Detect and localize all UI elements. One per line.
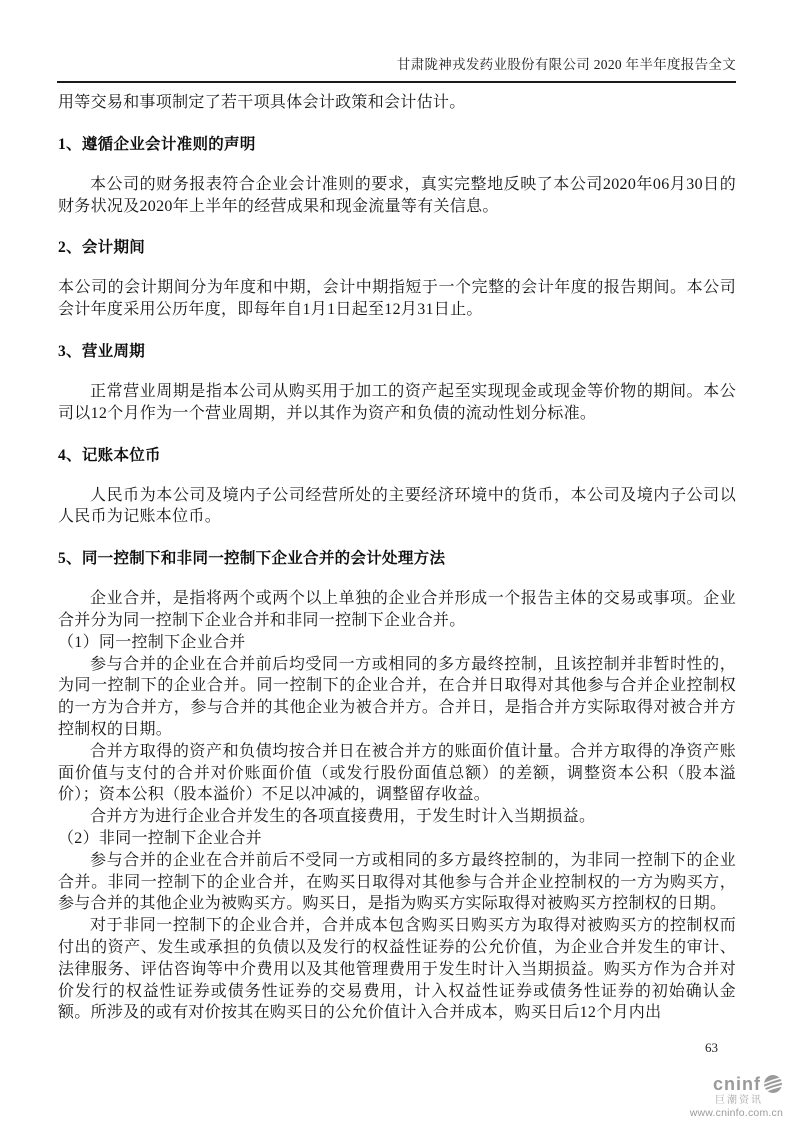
paragraph-business-combination-intro: 企业合并，是指将两个或两个以上单独的企业合并形成一个报告主体的交易或事项。企业合并分为同一控制下企业合并和非同一控制下企业合并。 — [58, 590, 736, 629]
cninfo-brand-text: cninf — [713, 1074, 761, 1094]
section-heading-3: 3、营业周期 — [58, 342, 146, 360]
cninfo-logo-row — [673, 1074, 783, 1094]
subitem-non-same-control: （2）非同一控制下企业合并 — [58, 829, 262, 847]
section-heading-2: 2、会计期间 — [58, 239, 146, 257]
paragraph-same-control-definition: 参与合并的企业在合并前后均受同一方或相同的多方最终控制，且该控制并非暂时性的，为同一控制下的企业合并。同一控制下的企业合并，在合并日取得对其他参与合并企业控制权的一方为合并方，参与合并的其他企业为被合并方。合并日，是指合并方实际取得对被合并方控制权的日期。 — [58, 655, 736, 738]
paragraph-non-same-control-definition: 参与合并的企业在合并前后不受同一方或相同的多方最终控制的，为非同一控制下的企业合并。非同一控制下的企业合并，在购买日取得对其他参与合并企业控制权的一方为购买方，参与合并的其他企业为被购买方。购买日，是指为购买方实际取得对被购买方控制权的日期。 — [58, 851, 736, 913]
paragraph-same-control-measurement: 合并方取得的资产和负债均按合并日在被合并方的账面价值计量。合并方取得的净资产账面价值与支付的合并对价账面价值（或发行股份面值总额）的差额，调整资本公积（股本溢价）；资本公积（股本溢价）不足以冲减的，调整留存收益。 — [58, 742, 736, 804]
paragraph-operating-cycle: 正常营业周期是指本公司从购买用于加工的资产起至实现现金或现金等价物的期间。本公司以12个月作为一个营业周期，并以其作为资产和负债的流动性划分标准。 — [58, 382, 736, 422]
section-heading-1: 1、遵循企业会计准则的声明 — [58, 135, 256, 153]
cninfo-chinese-name: 巨潮资讯 — [715, 1095, 763, 1106]
document-body — [58, 92, 736, 1024]
paragraph-same-control-expenses: 合并方为进行企业合并发生的各项直接费用，于发生时计入当期损益。 — [90, 808, 596, 826]
page-number: 63 — [705, 1040, 718, 1055]
paragraph-functional-currency: 人民币为本公司及境内子公司经营所处的主要经济环境中的货币，本公司及境内子公司以人民币为记账本位币。 — [58, 486, 736, 526]
page-header — [57, 56, 736, 83]
paragraph-non-same-control-cost: 对于非同一控制下的企业合并，合并成本包含购买日购买方为取得对被购买方的控制权而付出的资产、发生或承担的负债以及发行的权益性证券的公允价值，为企业合并发生的审计、法律服务、评估咨询等中介费用以及其他管理费用于发生时计入当期损益。购买方作为合并对价发行的权益性证券或债务性证券的交易费用，计入权益性证券或债务性证券的初始确认金额。所涉及的或有对价按其在购买日的公允价值计入合并成本，购买日后12个月内出 — [58, 917, 736, 1022]
section-heading-4: 4、记账本位币 — [58, 446, 161, 464]
cninfo-logo — [673, 1074, 783, 1119]
cninfo-swirl-icon — [763, 1074, 783, 1094]
subitem-same-control: （1）同一控制下企业合并 — [58, 633, 246, 651]
cninfo-url: www.cninfo.com.cn — [689, 1107, 783, 1119]
section-heading-5: 5、同一控制下和非同一控制下企业合并的会计处理方法 — [58, 550, 446, 568]
paragraph-accounting-period: 本公司的会计期间分为年度和中期，会计中期指短于一个完整的会计年度的报告期间。本公司会计年度采用公历年度，即每年自1月1日起至12月31日止。 — [58, 279, 736, 319]
paragraph-accounting-standards: 本公司的财务报表符合企业会计准则的要求，真实完整地反映了本公司2020年06月30日的财务状况及2020年上半年的经营成果和现金流量等有关信息。 — [58, 175, 736, 215]
report-header-title: 甘肃陇神戎发药业股份有限公司 2020 年半年度报告全文 — [396, 57, 736, 72]
paragraph-carryover: 用等交易和事项制定了若干项具体会计政策和会计估计。 — [58, 94, 466, 111]
